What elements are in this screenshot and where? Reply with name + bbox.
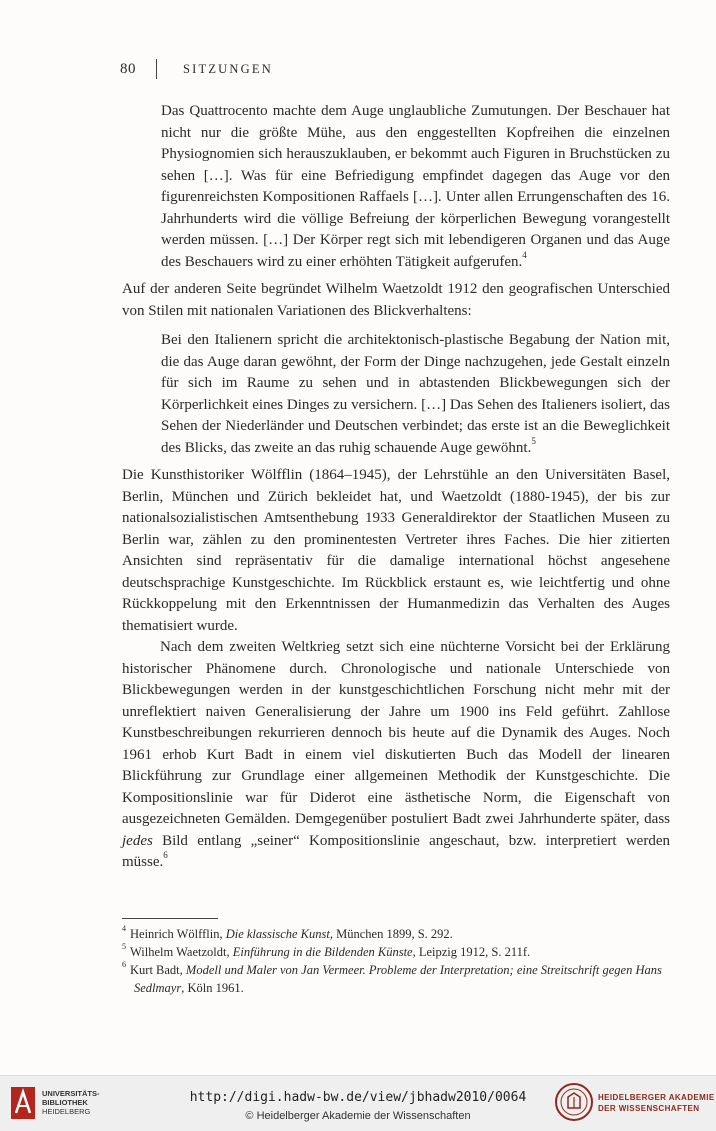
- academy-seal-icon: [554, 1082, 594, 1122]
- header-divider: [156, 59, 157, 79]
- paragraph-3: Nach dem zweiten Weltkrieg setzt sich eine nüchterne Vorsicht bei der Erklärung historischer Phänomene durch. Chronologische und nationale Unterschiede von Blickbewegungen werden in der kunstgeschichtlichen Forschung nicht mehr mit der unreflektiert naiven Generalisierung der Jahre um 1900 ins Feld geführt. Zahllose Kunstbeschreibungen rekurrieren dennoch bis heute auf die Dynamik des Auges. Noch 1961 erhob Kurt Badt in einem viel diskutierten Buch das Modell der linearen Blickführung zur Grundlage einer allgemeinen Methodik der Kunstgeschichte. Die Kompositionslinie war für Diderot eine ästhetische Norm, die Eigenschaft von ausgezeichneten Gemälden. Demgegenüber postuliert Badt zwei Jahrhunderte später, dass jedes Bild entlang „seiner“ Kompositionslinie angeschaut, bzw. interpretiert werden müsse.$^6$: [122, 639, 670, 870]
- footnote-ref: 6: [163, 850, 168, 860]
- footnote-6: $^6$ Kurt Badt, Modell und Maler von Jan Vermeer. Probleme der Interpretation; eine Streitschrift gegen Hans Sedlmayr, Köln 1961.: [122, 960, 662, 995]
- block-quote-2: Bei den Italienern spricht die architektonisch-plastische Begabung der Nation mit, die das Auge daran gewöhnt, der Form der Dinge nachzugehen, jede Gestalt einzeln für sich im Raume zu sehen und in abtastenden Blickbewegungen sich der Körperlichkeit eines Dinges zu versichern. […] Das Sehen des Italieners isoliert, das Sehen der Niederländer und Deutschen verbindet; das erste ist an die Beweglichkeit des Blicks, das zweite an das ruhig schauende Auge gewöhnt.$^5$: [161, 332, 670, 456]
- footnote-ref: 4: [522, 249, 527, 260]
- academy-name: HEIDELBERGER AKADEMIE DER WISSENSCHAFTEN: [598, 1093, 715, 1113]
- footnote-5: $^5$ Wilhelm Waetzoldt, Einführung in die Bildenden Künste, Leipzig 1912, S. 211f.: [122, 942, 531, 959]
- running-title: SITZUNGEN: [183, 61, 273, 76]
- block-quote-1: Das Quattrocento machte dem Auge unglaubliche Zumutungen. Der Beschauer hat nicht nur die größte Mühe, aus den enggestellten Kopfreihen die einzelnen Physiognomien sich herauszuklauben, er bekommt auch Figuren in Bruchstücken zu sehen […]. Was für eine Befriedigung empfindet dagegen das Auge vor den figurenreichsten Kompositionen Raffaels […]. Unter allen Errungenschaften des 16. Jahrhunderts wird die völlige Befreiung der körperlichen Bewegung vorangestellt werden müssen. […] Der Körper regt sich mit lebendigeren Organen und das Auge des Beschauers wird zu einer erhöhten Tätigkeit aufgerufen.$^4$: [161, 103, 670, 270]
- emphasis: jedes: [122, 832, 153, 849]
- university-library-name: UNIVERSITÄTS- BIBLIOTHEK HEIDELBERG: [42, 1089, 100, 1116]
- paragraph-2: Die Kunsthistoriker Wölfflin (1864–1945), der Lehrstühle an den Universitäten Basel, Berlin, München und Zürich bekleidet hat, und Waetzoldt (1880-1945), der bis zur nationalsozialistischen Amtsenthebung 1933 Generaldirektor der Staatlichen Museen zu Berlin war, zählen zu den prominentesten Vertreter ihres Faches. Die hier zitierten Ansichten sind repräsentativ für die damalige international höchst angesehene deutschsprachige Kunstgeschichte. Im Rückblick erstaunt es, wie leichtfertig und ohne Rückkoppelung mit den Erkenntnissen der Humanmedizin das Verhalten des Auges thematisiert wurde.: [122, 467, 670, 634]
- footnote-ref: 5: [531, 435, 536, 446]
- page-number: 80: [120, 60, 136, 77]
- footnote-4: $^4$ Heinrich Wölfflin, Die klassische Kunst, München 1899, S. 292.: [122, 924, 453, 941]
- digitization-footer: [0, 1075, 716, 1131]
- permalink-url[interactable]: http://digi.hadw-bw.de/view/jbhadw2010/0064: [189, 1090, 527, 1105]
- footnote-divider: [122, 918, 218, 919]
- page-header: [120, 58, 273, 80]
- copyright-notice: © Heidelberger Akademie der Wissenschaften: [245, 1110, 471, 1122]
- paragraph-1: Auf der anderen Seite begründet Wilhelm Waetzoldt 1912 den geografischen Unterschied von Stilen mit nationalen Variationen des Blickverhaltens:: [122, 281, 670, 319]
- page-body: [122, 101, 670, 997]
